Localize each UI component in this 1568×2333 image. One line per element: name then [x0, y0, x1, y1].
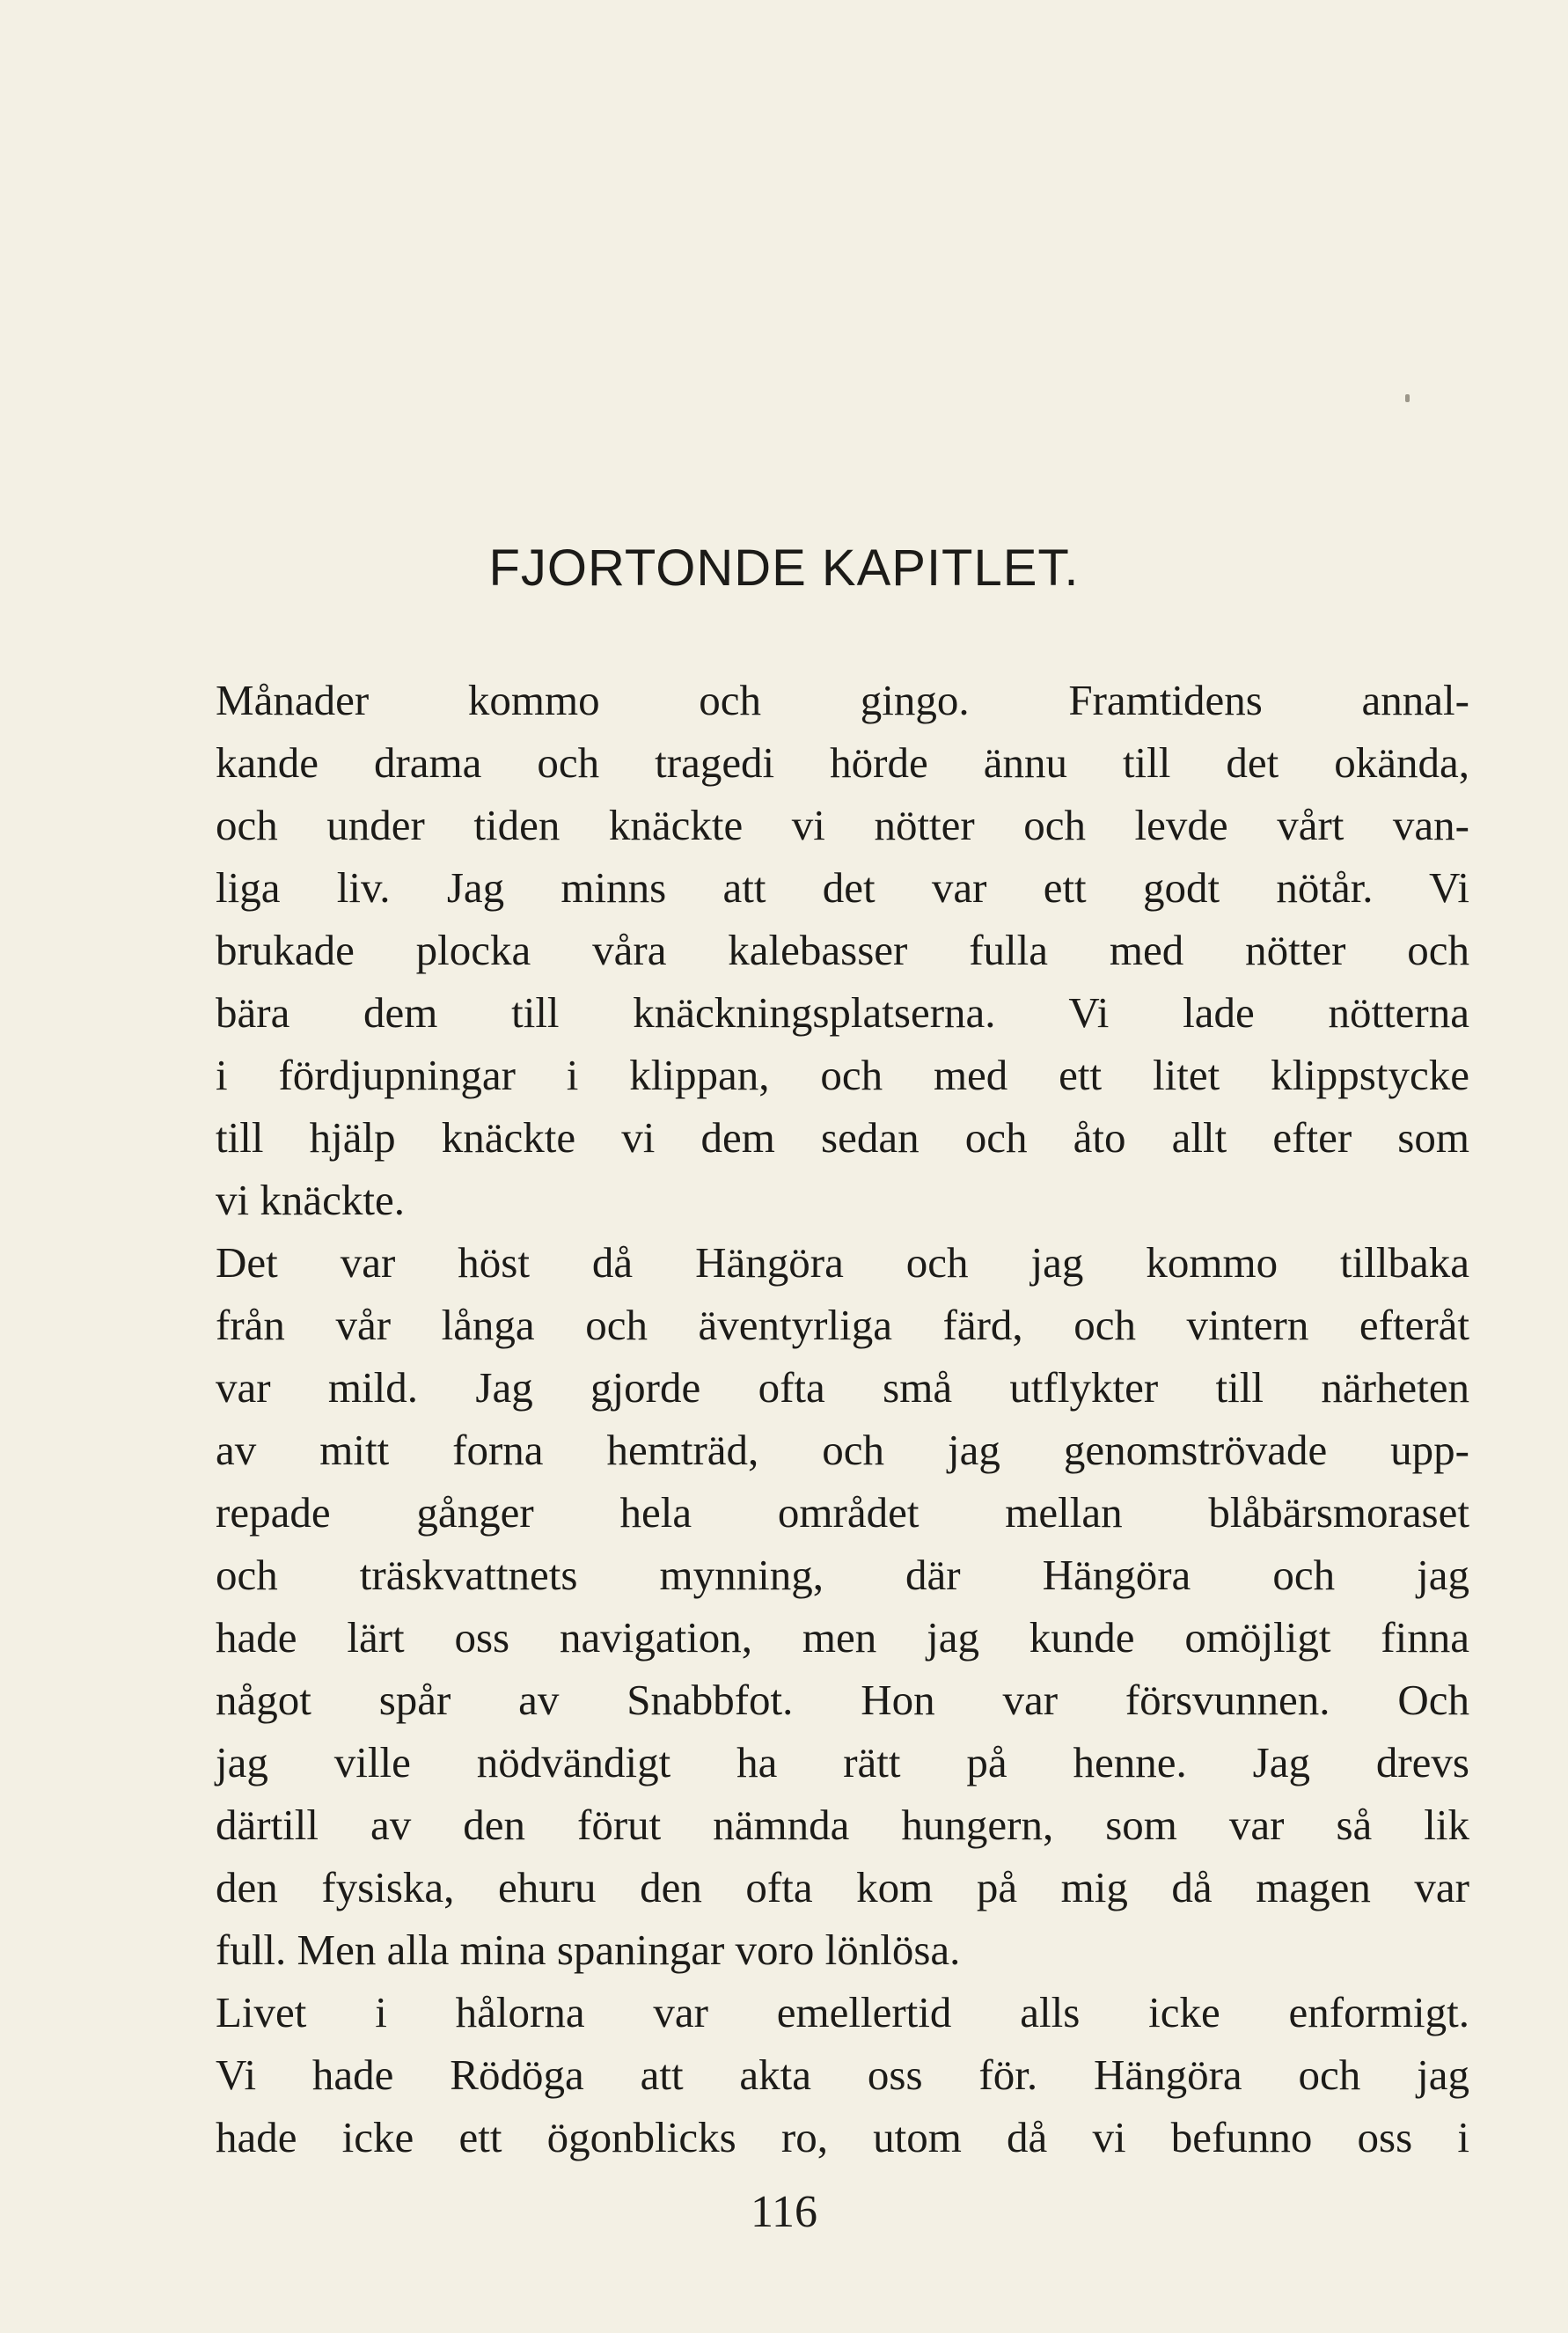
text-line: Månader kommo och gingo. Framtidens annal- [216, 676, 1469, 724]
text-line: och under tiden knäckte vi nötter och levde vårt van- [216, 801, 1469, 849]
text-line: var mild. Jag gjorde ofta små utflykter till närheten [216, 1363, 1469, 1412]
text-line: och träskvattnets mynning, där Hängöra och jag [216, 1551, 1469, 1599]
text-line: liga liv. Jag minns att det var ett godt nötår. Vi [216, 863, 1469, 912]
text-line: full. Men alla mina spaningar voro lönlösa. [216, 1926, 961, 1974]
text-line: Vi hade Rödöga att akta oss för. Hängöra och jag [216, 2051, 1469, 2099]
text-line: repade gånger hela området mellan blåbärsmoraset [216, 1488, 1469, 1537]
text-line: i fördjupningar i klippan, och med ett litet klippstycke [216, 1051, 1469, 1099]
text-line: till hjälp knäckte vi dem sedan och åto allt efter som [216, 1113, 1469, 1162]
text-line: från vår långa och äventyrliga färd, och vintern efteråt [216, 1301, 1469, 1349]
page-number: 116 [750, 2187, 818, 2237]
text-line: den fysiska, ehuru den ofta kom på mig då magen var [216, 1863, 1469, 1911]
text-line: Det var höst då Hängöra och jag kommo tillbaka [216, 1238, 1469, 1287]
chapter-title: FJORTONDE KAPITLET. [488, 539, 1080, 597]
text-line: Livet i hålorna var emellertid alls icke enformigt. [216, 1988, 1469, 2036]
text-line: brukade plocka våra kalebasser fulla med nötter och [216, 926, 1469, 974]
paper-speck [1405, 394, 1410, 402]
text-line: hade lärt oss navigation, men jag kunde omöjligt finna [216, 1613, 1469, 1662]
text-line: något spår av Snabbfot. Hon var försvunnen. Och [216, 1676, 1469, 1724]
text-line: därtill av den förut nämnda hungern, som var så lik [216, 1801, 1469, 1849]
text-line: hade icke ett ögonblicks ro, utom då vi befunno oss i [216, 2113, 1469, 2161]
text-line: jag ville nödvändigt ha rätt på henne. Jag drevs [216, 1738, 1469, 1786]
text-line: bära dem till knäckningsplatserna. Vi lade nötterna [216, 988, 1469, 1037]
text-line: vi knäckte. [216, 1176, 405, 1224]
body-text [216, 669, 1469, 2168]
text-line: av mitt forna hemträd, och jag genomströvade upp- [216, 1426, 1469, 1474]
text-line: kande drama och tragedi hörde ännu till det okända, [216, 738, 1469, 787]
